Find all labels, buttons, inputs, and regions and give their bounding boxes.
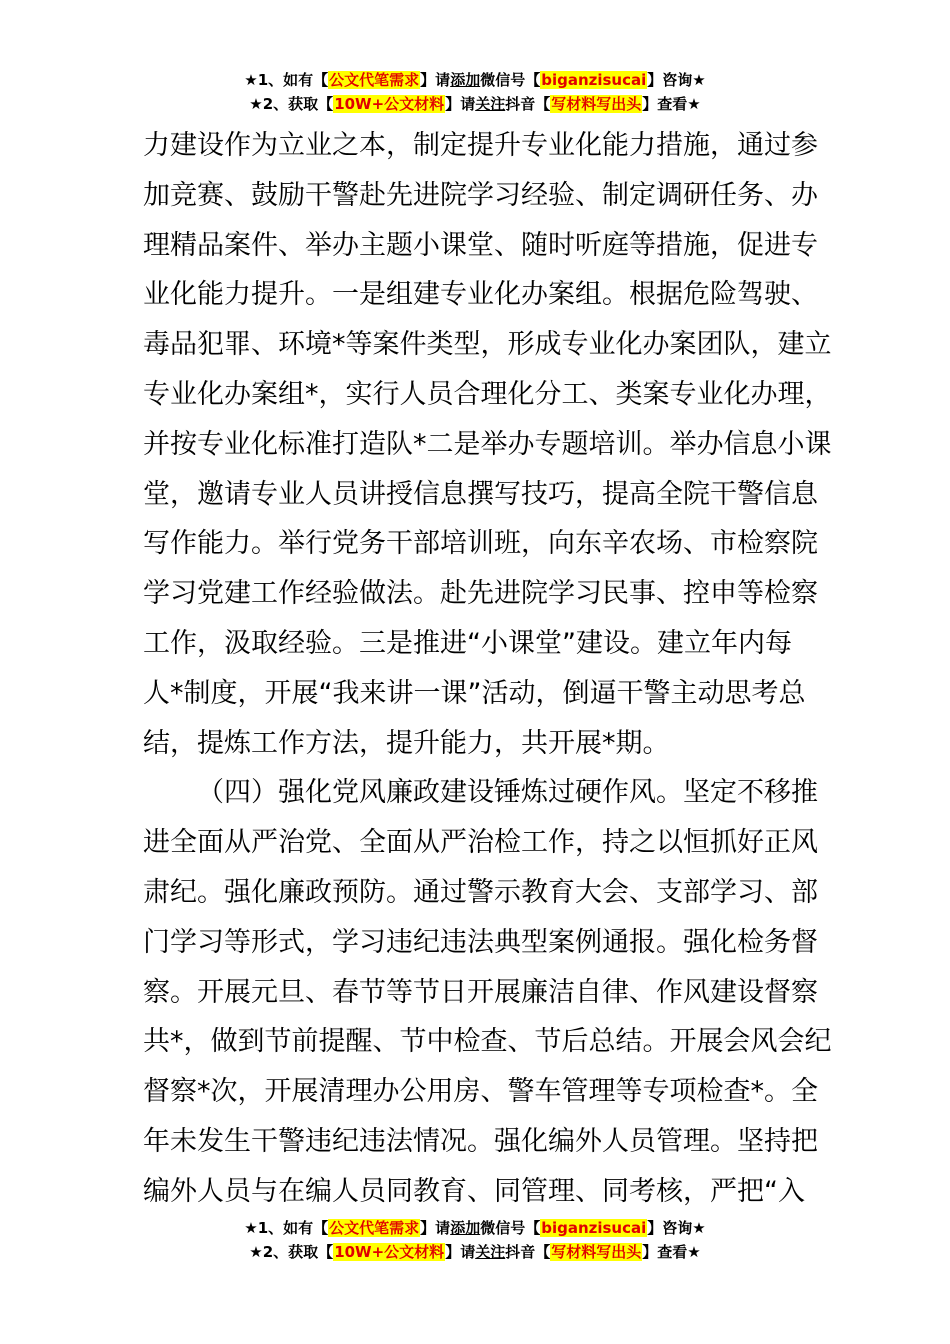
banner-text: 抖音【 — [505, 95, 551, 113]
text-line: 学习党建工作经验做法。赴先进院学习民事、控申等检察 — [143, 578, 818, 610]
text-line: 人*制度，开展“我来讲一课”活动，倒逼干警主动思考总 — [143, 677, 806, 709]
text-line: （四）强化党风廉政建设锤炼过硬作风。坚定不移推 — [197, 777, 818, 809]
highlight-wechat-id: biganzisucai — [541, 1219, 647, 1237]
banner-text: 】请 — [420, 1219, 451, 1237]
banner-text: 微信号【 — [480, 71, 541, 89]
underlined-text: 添加 — [450, 71, 481, 89]
text-line: 理精品案件、举办主题小课堂、随时听庭等措施，促进专 — [143, 229, 818, 261]
banner-text: 】查看★ — [642, 95, 701, 113]
text-line: 察。开展元旦、春节等节日开展廉洁自律、作风建设督察 — [143, 976, 818, 1008]
text-line: 督察*次，开展清理办公用房、警车管理等专项检查*。全 — [143, 1076, 818, 1108]
banner-line-2 — [0, 92, 950, 116]
paragraph-1 — [143, 121, 832, 768]
banner-line-1 — [0, 68, 950, 92]
banner-line-1 — [0, 1216, 950, 1240]
highlight-wechat-id: biganzisucai — [541, 71, 647, 89]
banner-text: 微信号【 — [480, 1219, 541, 1237]
underlined-text: 关注 — [475, 1243, 506, 1261]
text-line: 编外人员与在编人员同教育、同管理、同考核，严把“入 — [143, 1175, 805, 1207]
paragraph-2 — [143, 768, 832, 1216]
text-line: 共*，做到节前提醒、节中检查、节后总结。开展会风会纪 — [143, 1026, 832, 1058]
text-line: 业化能力提升。一是组建专业化办案组。根据危险驾驶、 — [143, 279, 818, 311]
banner-text: 】咨询★ — [647, 1219, 706, 1237]
highlight-materials: 10W+公文材料 — [334, 1243, 445, 1261]
text-line: 并按专业化标准打造队*二是举办专题培训。举办信息小课 — [143, 428, 832, 460]
header-banner — [0, 68, 950, 116]
text-line: 年未发生干警违纪违法情况。强化编外人员管理。坚持把 — [143, 1125, 818, 1157]
highlight-douyin-id: 写材料写出头 — [551, 1243, 642, 1261]
underlined-text: 关注 — [475, 95, 506, 113]
banner-text: ★2、获取【 — [249, 95, 334, 113]
highlight-service: 公文代笔需求 — [329, 1219, 420, 1237]
banner-text: 】咨询★ — [647, 71, 706, 89]
text-line: 肃纪。强化廉政预防。通过警示教育大会、支部学习、部 — [143, 876, 818, 908]
banner-text: ★1、如有【 — [244, 1219, 329, 1237]
text-line: 写作能力。举行党务干部培训班，向东辛农场、市检察院 — [143, 528, 818, 560]
banner-text: ★1、如有【 — [244, 71, 329, 89]
text-line: 结，提炼工作方法，提升能力，共开展*期。 — [143, 727, 670, 759]
banner-text: 抖音【 — [505, 1243, 551, 1261]
text-line: 堂，邀请专业人员讲授信息撰写技巧，提高全院干警信息 — [143, 478, 818, 510]
underlined-text: 添加 — [450, 1219, 481, 1237]
footer-banner — [0, 1216, 950, 1264]
text-line: 进全面从严治党、全面从严治检工作，持之以恒抓好正风 — [143, 827, 818, 859]
banner-text: 】请 — [445, 1243, 476, 1261]
banner-text: 】请 — [420, 71, 451, 89]
banner-text: 】请 — [445, 95, 476, 113]
highlight-service: 公文代笔需求 — [329, 71, 420, 89]
banner-text: ★2、获取【 — [249, 1243, 334, 1261]
document-body — [143, 121, 832, 1217]
banner-text: 】查看★ — [642, 1243, 701, 1261]
text-line: 专业化办案组*，实行人员合理化分工、类案专业化办理， — [143, 378, 832, 410]
banner-line-2 — [0, 1240, 950, 1264]
highlight-douyin-id: 写材料写出头 — [551, 95, 642, 113]
text-line: 工作，汲取经验。三是推进“小课堂”建设。建立年内每 — [143, 627, 792, 659]
highlight-materials: 10W+公文材料 — [334, 95, 445, 113]
text-line: 力建设作为立业之本，制定提升专业化能力措施，通过参 — [143, 130, 818, 161]
text-line: 门学习等形式，学习违纪违法典型案例通报。强化检务督 — [143, 926, 818, 958]
text-line: 毒品犯罪、环境*等案件类型，形成专业化办案团队，建立 — [143, 329, 832, 361]
text-line: 加竞赛、鼓励干警赴先进院学习经验、制定调研任务、办 — [143, 179, 818, 211]
